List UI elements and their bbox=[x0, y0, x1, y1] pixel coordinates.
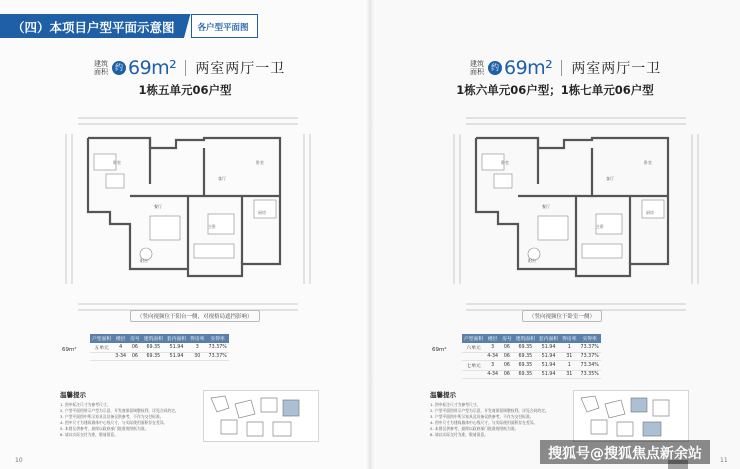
floorplan-left bbox=[58, 104, 318, 326]
table-header: 套内面积 bbox=[537, 334, 560, 343]
tips-title: 温馨提示 bbox=[60, 391, 86, 399]
unit-table bbox=[462, 334, 601, 379]
table-header: 套内面积 bbox=[165, 334, 188, 343]
tips-title: 温馨提示 bbox=[430, 391, 456, 399]
svg-text:客厅: 客厅 bbox=[218, 176, 226, 181]
table-header-row bbox=[462, 334, 601, 343]
site-plan-left bbox=[203, 390, 319, 442]
table-header: 房号 bbox=[128, 334, 142, 343]
svg-text:厨房: 厨房 bbox=[258, 210, 266, 215]
area-prefix-badge: 约 bbox=[488, 61, 502, 75]
table-cell: 51.94 bbox=[537, 343, 560, 353]
svg-text:主卧: 主卧 bbox=[208, 224, 216, 229]
site-plan-drawing bbox=[203, 390, 319, 442]
table-cell bbox=[90, 353, 113, 361]
table-cell: 31 bbox=[560, 371, 578, 379]
table-cell: 31 bbox=[560, 353, 578, 361]
table-header: 实得率 bbox=[207, 334, 229, 343]
area-value: 69m² bbox=[128, 57, 177, 79]
tips-block bbox=[430, 390, 568, 438]
table-cell: 69.35 bbox=[142, 353, 165, 361]
unit-title: 1栋六单元06户型；1栋七单元06户型 bbox=[456, 83, 654, 97]
table-cell: 73.37% bbox=[208, 354, 227, 359]
table-cell: 30 bbox=[188, 353, 206, 361]
room-type: 两室两厅一卫 bbox=[571, 61, 662, 77]
table-header: 楼层 bbox=[113, 334, 128, 343]
table-row bbox=[462, 353, 601, 361]
table-header-row bbox=[90, 334, 229, 343]
table-header: 得房率 bbox=[560, 334, 578, 343]
plan-caption: （竖向视频位于阳台一侧，对视格局遮挡影响） bbox=[130, 310, 260, 322]
area-value: 69m² bbox=[504, 57, 553, 79]
unit-heading bbox=[92, 57, 285, 79]
svg-text:餐厅: 餐厅 bbox=[154, 204, 162, 209]
table-cell: 06 bbox=[500, 361, 514, 371]
tip-item: 1. 图中标注尺寸为参考尺寸。 bbox=[430, 402, 481, 407]
svg-text:餐厅: 餐厅 bbox=[542, 204, 550, 209]
table-cell: 51.94 bbox=[165, 343, 188, 353]
table-header: 户型面积 bbox=[462, 334, 485, 343]
table-cell: 51.94 bbox=[165, 353, 188, 361]
table-cell: 六单元 bbox=[462, 343, 485, 353]
table-cell: 73.35% bbox=[580, 372, 599, 377]
room-type: 两室两厅一卫 bbox=[195, 61, 286, 77]
tip-item: 5. 本图仅供参考，最终以政府部门批准的图纸为准。 bbox=[430, 426, 519, 431]
svg-text:主卧: 主卧 bbox=[596, 224, 604, 229]
tip-item: 3. 户型平面图中所示家具及设备仅供参考，不作为交付标准。 bbox=[60, 414, 164, 419]
page-number: 11 bbox=[720, 457, 728, 464]
table-cell: 69.35 bbox=[514, 371, 537, 379]
table-cell: 06 bbox=[500, 371, 514, 379]
tip-item: 6. 请以实际交付为准，敬请留意。 bbox=[60, 432, 118, 437]
tip-item: 4. 图中尺寸为建筑墙体中心线尺寸，与实际使用面积存在差异。 bbox=[60, 420, 168, 425]
table-cell: 3 bbox=[485, 361, 500, 371]
table-cell bbox=[462, 353, 485, 361]
book-gutter bbox=[366, 0, 374, 469]
watermark-tab bbox=[668, 460, 688, 469]
table-row-label: 69m² bbox=[62, 347, 77, 353]
section-subtitle: 各户型平面图 bbox=[191, 14, 258, 38]
floorplan-drawing bbox=[58, 104, 318, 326]
plan-caption: （竖向视频位于卧室一侧） bbox=[522, 310, 602, 322]
unit-heading bbox=[468, 57, 661, 79]
table-cell: 51.94 bbox=[537, 361, 560, 371]
area-label: 建筑面积 bbox=[470, 60, 484, 76]
watermark-text: 搜狐号@搜狐焦点新余站 bbox=[540, 440, 710, 464]
table-row bbox=[90, 343, 229, 353]
table-cell: 4-34 bbox=[487, 372, 499, 377]
table-row bbox=[90, 353, 229, 361]
table-cell: 69.35 bbox=[514, 343, 537, 353]
table-cell: 73.34% bbox=[579, 361, 601, 371]
right-page bbox=[370, 0, 740, 469]
table-row bbox=[462, 371, 601, 379]
svg-text:卧室: 卧室 bbox=[113, 160, 121, 165]
heading-divider bbox=[185, 60, 186, 76]
table-header: 建筑面积 bbox=[514, 334, 537, 343]
table-cell: 51.94 bbox=[537, 371, 560, 379]
table-cell: 69.35 bbox=[514, 353, 537, 361]
table-header: 楼层 bbox=[485, 334, 500, 343]
table-header: 房号 bbox=[500, 334, 514, 343]
table-cell: 五单元 bbox=[90, 343, 113, 353]
table-cell: 06 bbox=[500, 353, 514, 361]
table-cell: 06 bbox=[500, 343, 514, 353]
table-cell: 69.35 bbox=[142, 343, 165, 353]
table-cell: 51.94 bbox=[537, 353, 560, 361]
table-cell bbox=[462, 371, 485, 379]
table-cell: 73.37% bbox=[580, 354, 599, 359]
tip-item: 5. 本图仅供参考，最终以政府部门批准的图纸为准。 bbox=[60, 426, 149, 431]
svg-text:客厅: 客厅 bbox=[606, 176, 614, 181]
svg-text:厨房: 厨房 bbox=[646, 210, 654, 215]
page-number: 10 bbox=[15, 457, 23, 464]
table-cell: 3 bbox=[485, 343, 500, 353]
table-cell: 4-34 bbox=[487, 354, 499, 359]
svg-text:卧室: 卧室 bbox=[644, 160, 652, 165]
table-cell: 69.35 bbox=[514, 361, 537, 371]
table-cell: 73.37% bbox=[207, 343, 229, 353]
svg-text:卧室: 卧室 bbox=[256, 160, 264, 165]
unit-title: 1栋五单元06户型 bbox=[138, 83, 232, 97]
table-cell: 1 bbox=[560, 343, 578, 353]
area-prefix-badge: 约 bbox=[112, 61, 126, 75]
table-cell: 73.37% bbox=[579, 343, 601, 353]
unit-table bbox=[90, 334, 229, 361]
heading-divider bbox=[561, 60, 562, 76]
floorplan-drawing bbox=[446, 104, 706, 326]
table-row bbox=[462, 343, 601, 353]
table-cell: 3-34 bbox=[115, 354, 127, 359]
table-cell: 七单元 bbox=[462, 361, 485, 371]
table-header: 户型面积 bbox=[90, 334, 113, 343]
area-label: 建筑面积 bbox=[94, 60, 108, 76]
site-plan-drawing bbox=[573, 390, 689, 442]
table-cell: 4 bbox=[113, 343, 128, 353]
floorplan-right bbox=[446, 104, 706, 326]
svg-text:阳台: 阳台 bbox=[140, 258, 148, 263]
site-plan-right bbox=[573, 390, 689, 442]
section-title: （四）本项目户型平面示意图 bbox=[0, 14, 181, 38]
svg-text:阳台: 阳台 bbox=[528, 258, 536, 263]
tip-item: 2. 户型平面图所示户型为示意，开发商保留调整权利，详见合同约定。 bbox=[430, 408, 549, 413]
table-cell: 1 bbox=[560, 361, 578, 371]
table-header: 建筑面积 bbox=[142, 334, 165, 343]
table-row bbox=[462, 361, 601, 371]
table-header: 得房率 bbox=[188, 334, 206, 343]
tip-item: 6. 请以实际交付为准，敬请留意。 bbox=[430, 432, 488, 437]
table-row-label: 69m² bbox=[432, 347, 447, 353]
svg-text:卧室: 卧室 bbox=[501, 160, 509, 165]
tip-item: 1. 图中标注尺寸为参考尺寸。 bbox=[60, 402, 111, 407]
tip-item: 3. 户型平面图中所示家具及设备仅供参考，不作为交付标准。 bbox=[430, 414, 534, 419]
table-cell: 06 bbox=[128, 353, 142, 361]
tips-block bbox=[60, 390, 198, 438]
tip-item: 4. 图中尺寸为建筑墙体中心线尺寸，与实际使用面积存在差异。 bbox=[430, 420, 538, 425]
tip-item: 2. 户型平面图所示户型为示意，开发商保留调整权利，详见合同约定。 bbox=[60, 408, 179, 413]
section-banner bbox=[0, 14, 258, 38]
table-header: 实得率 bbox=[579, 334, 601, 343]
table-cell: 3 bbox=[188, 343, 206, 353]
table-cell: 06 bbox=[128, 343, 142, 353]
